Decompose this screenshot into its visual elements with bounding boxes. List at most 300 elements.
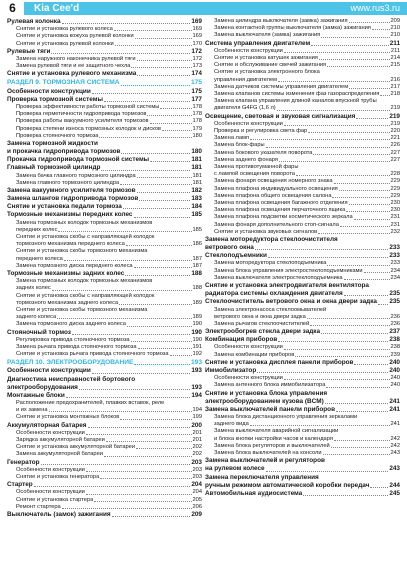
toc-entry[interactable]: [7, 300, 202, 307]
toc-entry[interactable]: [205, 207, 400, 214]
toc-page-number: 235: [389, 298, 400, 306]
toc-entry-title: Замена рулевой тяги и ее защитного чехла: [16, 63, 131, 70]
toc-entry[interactable]: [7, 111, 202, 118]
toc-entry[interactable]: [7, 187, 202, 195]
toc-page-number: 179: [192, 125, 202, 132]
toc-entry-title: Особенности конструкции: [7, 87, 91, 95]
toc-page-number: 169: [192, 33, 202, 40]
toc-page-number: 209: [191, 510, 202, 518]
toc-page-number: 231: [390, 221, 400, 228]
toc-entry[interactable]: [205, 200, 400, 207]
toc-entry-title: Замена блок-фары: [214, 142, 265, 149]
toc-dot-leader: [313, 154, 389, 155]
toc-entry[interactable]: [205, 69, 400, 76]
toc-column-left: [7, 18, 202, 519]
toc-dot-leader: [127, 326, 192, 327]
toc-dot-leader: [137, 60, 192, 61]
toc-page-number: 185: [191, 211, 202, 219]
toc-dot-leader: [92, 373, 191, 374]
toc-entry[interactable]: [7, 126, 202, 133]
toc-entry[interactable]: [205, 121, 400, 128]
toc-entry-title: Особенности конструкции: [16, 429, 85, 436]
toc-page-number: 188: [192, 285, 202, 292]
toc-entry[interactable]: [205, 307, 400, 314]
toc-entry[interactable]: [7, 376, 202, 384]
toc-entry[interactable]: [7, 104, 202, 111]
toc-entry[interactable]: [205, 135, 400, 142]
toc-entry-title: ручным режимом автоматической коробки передач: [205, 481, 370, 489]
toc-entry[interactable]: [205, 128, 400, 135]
toc-entry[interactable]: [205, 414, 400, 421]
toc-page-number: 211: [389, 39, 400, 47]
toc-page-number: 238: [390, 344, 400, 351]
toc-entry[interactable]: [205, 328, 400, 336]
toc-dot-leader: [340, 226, 390, 227]
toc-entry[interactable]: [7, 180, 202, 187]
toc-page-number: 232: [390, 228, 400, 235]
toc-entry[interactable]: [205, 236, 400, 244]
toc-page-number: 238: [389, 336, 400, 344]
toc-entry[interactable]: [205, 282, 400, 290]
toc-entry[interactable]: [205, 98, 400, 105]
toc-entry[interactable]: [7, 437, 202, 444]
toc-page-number: 235: [389, 290, 400, 298]
toc-page-number: 191: [192, 343, 202, 350]
toc-entry[interactable]: [7, 56, 202, 63]
toc-page-number: 241: [390, 421, 400, 428]
toc-page-number: 202: [192, 444, 202, 451]
toc-entry-title: Снятие и установка скобы тормозного механизма: [16, 306, 148, 313]
toc-entry-title: Система управления двигателем: [205, 39, 311, 47]
toc-entry[interactable]: [7, 444, 202, 451]
toc-entry-title: Проверка эффективности работы тормозной системы: [16, 103, 160, 110]
toc-entry[interactable]: [7, 392, 202, 400]
toc-page-number: 206: [192, 503, 202, 510]
toc-entry-title: Снятие и установка монтажных блоков: [16, 414, 120, 421]
toc-entry-title: Снятие и установка электронного блока: [214, 69, 320, 76]
toc-page-number: 240: [390, 382, 400, 389]
toc-page-number: 239: [390, 351, 400, 358]
toc-dot-leader: [41, 464, 191, 465]
toc-page-number: 240: [389, 358, 400, 366]
toc-dot-leader: [311, 45, 388, 46]
toc-entry[interactable]: [205, 375, 400, 382]
toc-entry-title: Замена выключателя аварийной сигнализации: [214, 428, 339, 435]
toc-dot-leader: [170, 355, 192, 356]
toc-entry[interactable]: [205, 336, 400, 344]
toc-entry-title: переднего колеса: [16, 255, 63, 262]
toc-entry[interactable]: [205, 268, 400, 275]
toc-entry[interactable]: [205, 359, 400, 367]
toc-page-number: 226: [390, 142, 400, 149]
toc-dot-leader: [51, 53, 190, 54]
toc-dot-leader: [120, 184, 191, 185]
toc-entry-title: Замена вакуумного усилителя тормозов: [7, 186, 136, 194]
toc-page-number: 184: [191, 203, 202, 211]
toc-entry-title: Ремонт стартера: [16, 503, 61, 510]
toc-section-heading[interactable]: [7, 359, 202, 368]
toc-dot-leader: [62, 23, 191, 24]
toc-entry[interactable]: [7, 256, 202, 263]
toc-entry[interactable]: [7, 195, 202, 203]
toc-page-number: 193: [190, 358, 202, 366]
toc-page-number: 219: [390, 120, 400, 127]
toc-entry-title: Главный тормозной цилиндр: [7, 164, 101, 172]
toc-entry[interactable]: [7, 344, 202, 351]
toc-dot-leader: [268, 257, 388, 258]
toc-page-number: 243: [389, 465, 400, 473]
toc-entry[interactable]: [7, 407, 202, 414]
toc-page-number: 193: [191, 383, 202, 391]
toc-entry-title: Снятие и установка скобы с направляющей колодок: [16, 292, 155, 299]
toc-entry-title: Замена ламп: [214, 135, 250, 142]
toc-entry[interactable]: [205, 48, 400, 55]
toc-entry[interactable]: [7, 96, 202, 104]
toc-entry[interactable]: [7, 41, 202, 48]
toc-entry[interactable]: [7, 48, 202, 56]
toc-dot-leader: [120, 419, 191, 420]
toc-entry[interactable]: [7, 173, 202, 180]
toc-page-number: 234: [390, 274, 400, 281]
toc-entry[interactable]: [7, 63, 202, 70]
toc-entry[interactable]: [205, 32, 400, 39]
toc-entry[interactable]: [205, 222, 400, 229]
toc-entry[interactable]: [7, 26, 202, 33]
toc-entry-title: Снятие и обслуживание свечей зажигания: [214, 62, 327, 69]
toc-dot-leader: [279, 161, 390, 162]
toc-dot-leader: [308, 132, 389, 133]
toc-entry[interactable]: [205, 77, 400, 84]
toc-page-number: 181: [191, 156, 202, 164]
toc-page-number: 233: [389, 244, 400, 252]
toc-entry[interactable]: [205, 450, 400, 457]
toc-dot-leader: [307, 318, 390, 319]
toc-entry[interactable]: [7, 430, 202, 437]
toc-section-heading[interactable]: [7, 79, 202, 88]
toc-entry[interactable]: [7, 474, 202, 481]
toc-entry[interactable]: [205, 443, 400, 450]
toc-dot-leader: [346, 211, 389, 212]
toc-entry-title: Освещение, световая и звуковая сигнализация: [205, 112, 356, 120]
toc-dot-leader: [92, 93, 191, 94]
toc-page-number: 189: [192, 314, 202, 321]
toc-entry-title: Снятие и установка аккумуляторной батареи: [16, 444, 135, 451]
toc-entry[interactable]: [7, 351, 202, 358]
toc-page-number: 204: [191, 481, 202, 489]
toc-dot-leader: [79, 389, 190, 390]
toc-page-number: 182: [191, 186, 202, 194]
toc-entry-title: Замена бокового указателя поворота: [214, 149, 313, 156]
toc-entry[interactable]: [7, 329, 202, 337]
toc-entry[interactable]: [7, 148, 202, 156]
toc-entry-title: Замена блока управления электростеклоподъемниками: [214, 267, 363, 274]
toc-entry[interactable]: [7, 489, 202, 496]
toc-entry[interactable]: [205, 214, 400, 221]
toc-dot-leader: [372, 29, 390, 30]
toc-page-number: 228: [390, 171, 400, 178]
toc-page-number: 188: [191, 269, 202, 277]
toc-entry-title: Замена антенного блока иммобилизатора: [214, 382, 326, 389]
toc-dot-leader: [266, 147, 390, 148]
toc-entry-title: Замена бачка главного тормозного цилиндра: [16, 172, 136, 179]
toc-entry[interactable]: [7, 285, 202, 292]
toc-entry[interactable]: [7, 422, 202, 430]
toc-entry[interactable]: [7, 88, 202, 96]
toc-dot-leader: [303, 495, 388, 496]
toc-page-number: 205: [192, 496, 202, 503]
toc-entry[interactable]: [205, 352, 400, 359]
toc-entry[interactable]: [7, 33, 202, 40]
toc-page-number: 180: [192, 132, 202, 139]
toc-page-number: 172: [192, 55, 202, 62]
toc-page-number: 236: [390, 313, 400, 320]
toc-entry[interactable]: [7, 504, 202, 511]
toc-entry-title: Замена блока дистанционного управления зеркалами: [214, 414, 358, 421]
toc-entry[interactable]: [205, 298, 400, 306]
toc-page-number: 218: [390, 90, 400, 97]
toc-entry[interactable]: [205, 382, 400, 389]
toc-dot-leader: [321, 333, 388, 334]
toc-entry-title: заднего вида: [214, 421, 249, 428]
toc-entry-title: Проверка и регулировка света фар: [214, 127, 308, 134]
toc-entry[interactable]: [205, 398, 400, 406]
toc-dot-leader: [327, 66, 389, 67]
toc-entry[interactable]: [205, 91, 400, 98]
toc-entry[interactable]: [205, 252, 400, 260]
toc-entry[interactable]: [7, 367, 202, 375]
toc-entry-title: Замена заднего фонаря: [214, 156, 278, 163]
toc-entry[interactable]: [205, 84, 400, 91]
toc-page-number: 173: [192, 63, 202, 70]
toc-entry[interactable]: [7, 459, 202, 467]
toc-entry-title: Рулевая колонка: [7, 18, 61, 25]
toc-dot-leader: [257, 372, 388, 373]
toc-entry[interactable]: [205, 164, 400, 171]
toc-entry[interactable]: [7, 467, 202, 474]
toc-page-number: 219: [390, 105, 400, 112]
toc-entry[interactable]: [7, 414, 202, 421]
toc-entry-title: Проверка работы вакуумного усилителя тормозов: [16, 118, 149, 125]
toc-entry-title: и прокачка гидропривода тормозов: [7, 148, 121, 156]
toc-dot-leader: [72, 334, 190, 335]
toc-entry[interactable]: [205, 171, 400, 178]
toc-entry-title: Снятие и установка электродвигателя вентилятора: [205, 282, 369, 290]
toc-entry[interactable]: [7, 164, 202, 172]
toc-page-number: 244: [389, 481, 400, 489]
toc-entry[interactable]: [205, 150, 400, 157]
toc-entry[interactable]: [205, 40, 400, 48]
toc-page-number: 203: [192, 473, 202, 480]
toc-dot-leader: [123, 208, 191, 209]
toc-entry[interactable]: [7, 70, 202, 78]
toc-entry[interactable]: [7, 140, 202, 148]
toc-entry[interactable]: [7, 278, 202, 285]
toc-entry[interactable]: [205, 390, 400, 398]
toc-page-number: 210: [390, 32, 400, 39]
toc-entry-title: тормозного механизма заднего колеса: [16, 299, 119, 306]
toc-entry[interactable]: [7, 321, 202, 328]
toc-entry[interactable]: [205, 229, 400, 236]
toc-page-number: 231: [390, 214, 400, 221]
toc-page-number: 234: [390, 267, 400, 274]
toc-dot-leader: [150, 161, 190, 162]
toc-page-number: 192: [192, 351, 202, 358]
toc-entry[interactable]: [7, 497, 202, 504]
toc-dot-leader: [332, 197, 389, 198]
toc-entry[interactable]: [205, 62, 400, 69]
toc-entry[interactable]: [205, 25, 400, 32]
toc-entry[interactable]: [205, 290, 400, 298]
toc-entry[interactable]: [205, 260, 400, 267]
toc-entry[interactable]: [7, 511, 202, 519]
toc-entry[interactable]: [7, 270, 202, 278]
toc-dot-leader: [62, 508, 192, 509]
toc-entry[interactable]: [205, 465, 400, 473]
toc-dot-leader: [34, 486, 191, 487]
toc-entry[interactable]: [205, 55, 400, 62]
toc-page-number: 236: [390, 320, 400, 327]
toc-entry-title: заднего колеса: [16, 314, 57, 321]
toc-dot-leader: [49, 411, 192, 412]
toc-entry[interactable]: [205, 344, 400, 351]
toc-entry[interactable]: [205, 18, 400, 25]
toc-dot-leader: [104, 101, 190, 102]
toc-dot-leader: [131, 67, 191, 68]
toc-dot-leader: [331, 447, 390, 448]
toc-entry[interactable]: [7, 234, 202, 241]
toc-page-number: 229: [390, 185, 400, 192]
toc-entry-title: Особенности конструкции: [214, 47, 283, 54]
toc-entry-title: двигателя G4FG (1,6 л): [214, 105, 276, 112]
toc-dot-leader: [339, 190, 390, 191]
toc-entry[interactable]: [205, 474, 400, 482]
toc-entry[interactable]: [205, 105, 400, 112]
toc-entry[interactable]: [205, 367, 400, 375]
toc-entry[interactable]: [205, 275, 400, 282]
toc-page-number: 178: [192, 103, 202, 110]
toc-entry[interactable]: [7, 241, 202, 248]
toc-dot-leader: [277, 110, 390, 111]
toc-entry[interactable]: [205, 482, 400, 490]
toc-dot-leader: [119, 304, 191, 305]
toc-dot-leader: [323, 454, 390, 455]
toc-entry-title: Замена выключателей и регуляторов: [205, 457, 325, 465]
toc-entry[interactable]: [205, 428, 400, 435]
toc-entry[interactable]: [205, 421, 400, 428]
toc-dot-leader: [378, 304, 388, 305]
toc-page-number: 178: [192, 118, 202, 125]
toc-dot-leader: [115, 45, 192, 46]
toc-entry-title: Замена выключателя электростеклоподъемника: [214, 274, 343, 281]
toc-page-number: 187: [192, 262, 202, 269]
toc-entry[interactable]: [205, 186, 400, 193]
toc-entry[interactable]: [7, 156, 202, 164]
toc-entry[interactable]: [7, 133, 202, 140]
toc-entry[interactable]: [7, 211, 202, 219]
toc-entry[interactable]: [205, 193, 400, 200]
toc-page-number: 242: [390, 442, 400, 449]
toc-page-number: 190: [192, 336, 202, 343]
toc-entry-title: Замена плафона общего освещения салона: [214, 192, 332, 199]
toc-entry[interactable]: [7, 400, 202, 407]
toc-entry[interactable]: [205, 244, 400, 252]
toc-page-number: 194: [192, 407, 202, 414]
toc-entry[interactable]: [205, 142, 400, 149]
toc-entry[interactable]: [7, 248, 202, 255]
toc-page-number: 200: [191, 421, 202, 429]
toc-page-number: 186: [192, 241, 202, 248]
toc-entry[interactable]: [7, 451, 202, 458]
toc-entry-title: ветрового окна и окна двери задка: [214, 313, 306, 320]
toc-entry-title: Замена тормозного диска заднего колеса: [16, 321, 126, 328]
toc-dot-leader: [344, 279, 390, 280]
toc-entry[interactable]: [205, 157, 400, 164]
toc-entry[interactable]: [205, 314, 400, 321]
toc-entry[interactable]: [7, 263, 202, 270]
toc-dot-leader: [370, 487, 388, 488]
toc-page-number: 210: [390, 25, 400, 32]
page-number: 6: [9, 1, 16, 15]
toc-entry[interactable]: [205, 436, 400, 443]
toc-dot-leader: [86, 494, 192, 495]
toc-dot-leader: [106, 441, 192, 442]
toc-entry[interactable]: [7, 227, 202, 234]
toc-entry[interactable]: [7, 293, 202, 300]
toc-entry[interactable]: [7, 203, 202, 211]
toc-dot-leader: [327, 265, 389, 266]
toc-dot-leader: [356, 118, 388, 119]
toc-entry[interactable]: [7, 384, 202, 392]
toc-dot-leader: [114, 30, 192, 31]
toc-entry-title: Снятие и установка педали тормоза: [7, 203, 122, 211]
toc-page-number: 183: [191, 195, 202, 203]
toc-entry[interactable]: [7, 314, 202, 321]
toc-entry-title: Тормозные механизмы передних колес: [7, 211, 133, 219]
toc-dot-leader: [101, 170, 190, 171]
toc-dot-leader: [255, 249, 389, 250]
toc-dot-leader: [284, 125, 390, 126]
toc-dot-leader: [266, 471, 389, 472]
toc-entry-title: Замена тормозных колодок тормозных механизмов: [16, 219, 153, 226]
toc-page-number: 181: [192, 179, 202, 186]
toc-entry[interactable]: [7, 18, 202, 26]
toc-dot-leader: [147, 115, 191, 116]
toc-entry[interactable]: [7, 337, 202, 344]
toc-page-number: 181: [192, 172, 202, 179]
toc-entry-title: Замена рычага привода стояночного тормоза: [16, 343, 137, 350]
toc-entry[interactable]: [7, 307, 202, 314]
toc-entry[interactable]: [7, 220, 202, 227]
toc-dot-leader: [104, 456, 192, 457]
toc-page-number: 190: [191, 328, 202, 336]
toc-entry-title: ветрового окна: [205, 244, 254, 252]
toc-entry[interactable]: [205, 178, 400, 185]
toc-dot-leader: [134, 217, 191, 218]
toc-entry[interactable]: [205, 321, 400, 328]
toc-entry-title: Замена датчиков системы управления двигателем: [214, 83, 349, 90]
toc-entry[interactable]: [7, 118, 202, 125]
toc-entry[interactable]: [205, 113, 400, 121]
toc-entry[interactable]: [205, 490, 400, 498]
toc-dot-leader: [278, 341, 388, 342]
toc-entry-title: радиатора системы охлаждения двигателя: [205, 290, 343, 298]
toc-entry[interactable]: [7, 481, 202, 489]
toc-entry[interactable]: [205, 457, 400, 465]
toc-entry-title: управления двигателем: [214, 76, 278, 83]
toc-entry-title: Замена цилиндра выключателя (замка) зажигания: [214, 18, 348, 24]
toc-dot-leader: [125, 275, 190, 276]
toc-entry[interactable]: [205, 406, 400, 414]
